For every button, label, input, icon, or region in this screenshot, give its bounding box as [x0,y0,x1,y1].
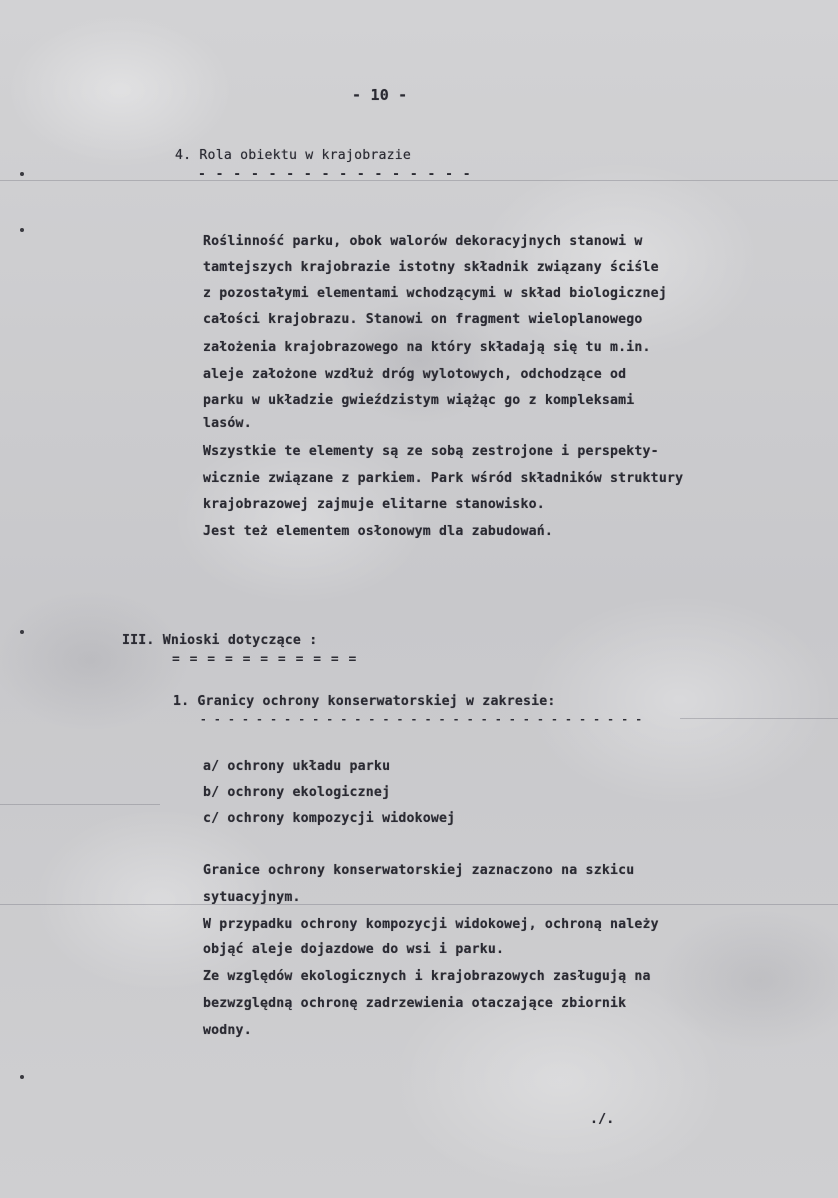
body-line: parku w układzie gwieździstym wiążąc go z kompleksami [203,393,635,408]
section-4-underline: - - - - - - - - - - - - - - - - [198,167,472,182]
punch-mark [20,172,24,176]
body-line: krajobrazowej zajmuje elitarne stanowisko. [203,497,545,512]
body-line: założenia krajobrazowego na który składają się tu m.in. [203,340,651,355]
section-3-underline: = = = = = = = = = = = [172,652,358,667]
item-1-underline: - - - - - - - - - - - - - - - - - - - - - - - - - - - - - - - - [200,713,643,726]
list-item: a/ ochrony układu parku [203,759,391,774]
item-1-heading: 1. Granicy ochrony konserwatorskiej w zakresie: [173,694,556,709]
body-line: Granice ochrony konserwatorskiej zaznaczono na szkicu [203,863,635,878]
body-line: Jest też elementem osłonowym dla zabudowań. [203,524,554,539]
body-line: W przypadku ochrony kompozycji widokowej, ochroną należy [203,917,659,932]
section-4-heading: 4. Rola obiektu w krajobrazie [175,148,412,163]
body-line: z pozostałymi elementami wchodzącymi w skład biologicznej [203,286,667,301]
body-line: Ze względów ekologicznych i krajobrazowych zasługują na [203,969,651,984]
continuation-mark: ./. [590,1112,615,1127]
fold-line [680,718,838,719]
list-item: b/ ochrony ekologicznej [203,785,391,800]
body-line: Wszystkie te elementy są ze sobą zestrojone i perspekty- [203,444,659,459]
body-line: wodny. [203,1023,252,1038]
fold-line [0,804,160,805]
body-line: Roślinność parku, obok walorów dekoracyjnych stanowi w [203,234,643,249]
body-line: wicznie związane z parkiem. Park wśród składników struktury [203,471,684,486]
punch-mark [20,1075,24,1079]
punch-mark [20,228,24,232]
fold-line [0,904,838,905]
punch-mark [20,630,24,634]
body-line: aleje założone wzdłuż dróg wylotowych, odchodzące od [203,367,627,382]
body-line: całości krajobrazu. Stanowi on fragment wieloplanowego [203,312,643,327]
section-3-heading: III. Wnioski dotyczące : [122,633,318,648]
page-number: - 10 - [352,86,408,104]
body-line: lasów. [203,416,252,431]
body-line: sytuacyjnym. [203,890,301,905]
body-line: objąć aleje dojazdowe do wsi i parku. [203,942,505,957]
body-line: bezwzględną ochronę zadrzewienia otaczające zbiornik [203,996,627,1011]
list-item: c/ ochrony kompozycji widokowej [203,811,456,826]
body-line: tamtejszych krajobrazie istotny składnik związany ściśle [203,260,659,275]
